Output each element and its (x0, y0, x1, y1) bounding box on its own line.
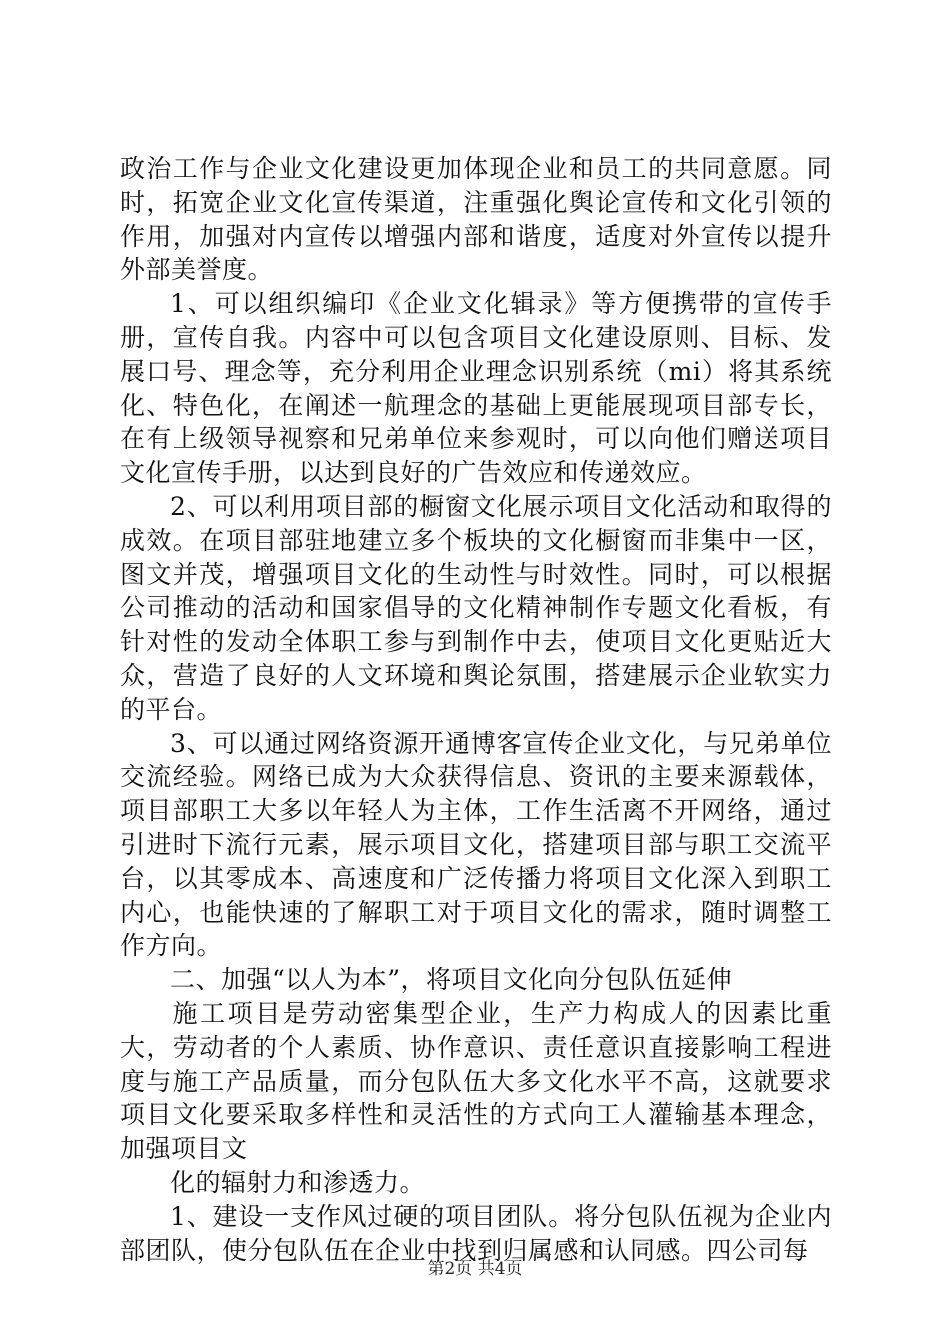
paragraph-section-2-intro: 施工项目是劳动密集型企业，生产力构成人的因素比重大，劳动者的个人素质、协作意识、责任意识直接影响工程进度与施工产品质量，而分包队伍大多文化水平不高，这就要求项目文化要采取多样性和灵活性的方式向工人灌输基本理念，加强项目文 (120, 998, 832, 1164)
document-body (120, 152, 832, 1267)
paragraph-item-2: 2、可以利用项目部的橱窗文化展示项目文化活动和取得的成效。在项目部驻地建立多个板块的文化橱窗而非集中一区，图文并茂，增强项目文化的生动性与时效性。同时，可以根据公司推动的活动和国家倡导的文化精神制作专题文化看板，有针对性的发动全体职工参与到制作中去，使项目文化更贴近大众，营造了良好的人文环境和舆论氛围，搭建展示企业软实力的平台。 (120, 491, 832, 724)
paragraph-section-2-item-1: 1、建设一支作风过硬的项目团队。将分包队伍视为企业内部团队，使分包队伍在企业中找到归属感和认同感。四公司每 (120, 1201, 832, 1265)
page-footer: 第2页 共4页 (427, 1259, 523, 1279)
paragraph-item-3: 3、可以通过网络资源开通博客宣传企业文化，与兄弟单位交流经验。网络已成为大众获得信息、资讯的主要来源载体，项目部职工大多以年轻人为主体，工作生活离不开网络，通过引进时下流行元素，展示项目文化，搭建项目部与职工交流平台，以其零成本、高速度和广泛传播力将项目文化深入到职工内心，也能快速的了解职工对于项目文化的需求，随时调整工作方向。 (120, 728, 832, 961)
section-heading-2: 二、加强“以人为本”，将项目文化向分包队伍延伸 (170, 965, 733, 995)
paragraph-section-2-intro-tail: 化的辐射力和渗透力。 (170, 1167, 426, 1197)
paragraph-continuation: 政治工作与企业文化建设更加体现企业和员工的共同意愿。同时，拓宽企业文化宣传渠道，注重强化舆论宣传和文化引领的作用，加强对内宣传以增强内部和谐度，适度对外宣传以提升外部美誉度。 (120, 154, 832, 285)
paragraph-item-1: 1、可以组织编印《企业文化辑录》等方便携带的宣传手册，宣传自我。内容中可以包含项目文化建设原则、目标、发展口号、理念等，充分利用企业理念识别系统（mi）将其系统化、特色化，在阐述一航理念的基础上更能展现项目部专长，在有上级领导视察和兄弟单位来参观时，可以向他们赠送项目文化宣传手册，以达到良好的广告效应和传递效应。 (120, 289, 832, 488)
